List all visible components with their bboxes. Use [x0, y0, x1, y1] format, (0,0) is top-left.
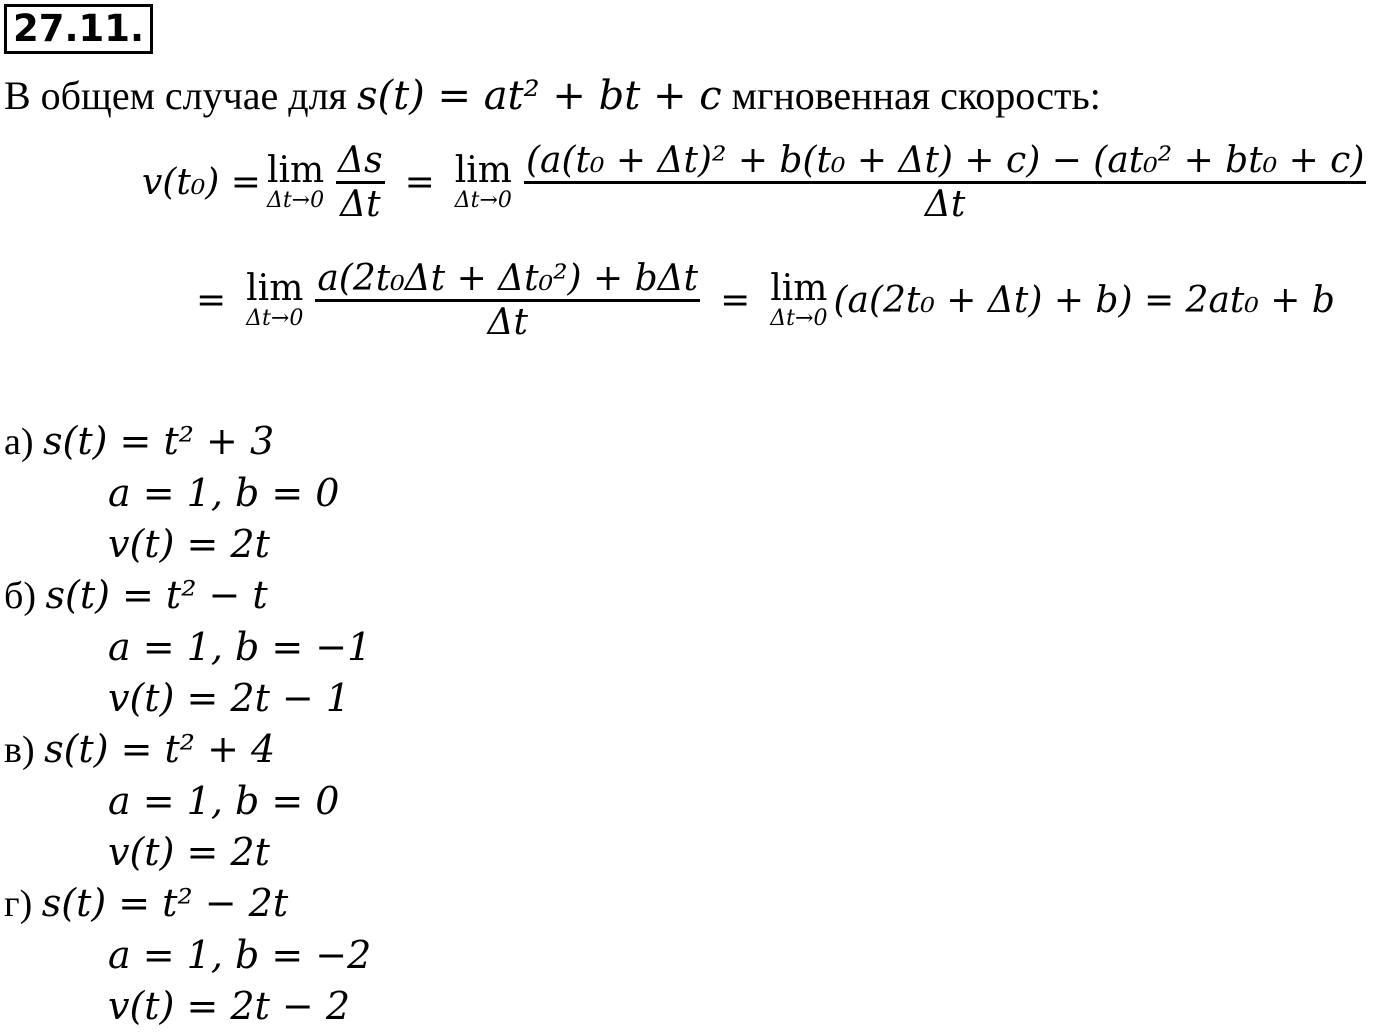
fraction-denominator: Δt	[487, 302, 528, 344]
answer-item-b	[4, 570, 371, 724]
item-velocity: v(t) = 2t	[108, 522, 270, 566]
fraction-numerator: (a(t₀ + Δt)² + b(t₀ + Δt) + c) − (at₀² + bt₀ + c)	[525, 140, 1365, 181]
limit-2	[454, 149, 512, 213]
item-label: а)	[4, 421, 34, 463]
lim-word: lim	[266, 149, 325, 191]
fraction-denominator: Δt	[340, 184, 381, 226]
v-t0-label: v(t₀) =	[142, 162, 261, 204]
intro-prefix: В общем случае для	[4, 73, 347, 118]
fraction-numerator: a(2t₀Δt + Δt₀²) + bΔt	[317, 258, 699, 299]
item-s-formula: s(t) = t² − t	[45, 573, 268, 617]
derivation-line-2: = lim Δt→0 $\frac{\text{a(2t₀Δt + Δt₀²) + bΔt}}{\Delta t}$ = lim Δt→0 (a(2t₀ + Δt) + b) = 2at₀ + b	[196, 258, 1335, 344]
item-s-formula: s(t) = t² − 2t	[41, 881, 289, 925]
lim-subscript: Δt→0	[770, 305, 828, 331]
fraction-simplified	[315, 258, 700, 344]
fraction-numerator: Δs	[338, 140, 383, 181]
item-coefficients: a = 1, b = 0	[108, 471, 340, 515]
problem-number: 27.11.	[4, 4, 153, 54]
item-coefficients: a = 1, b = 0	[108, 779, 340, 823]
derivation-line-1: v(t₀) = lim Δt→0 $\frac{\Delta s}{\Delta t}$ = lim Δt→0 $\frac{\text{(a(t₀ + Δt)² + b(t₀ + Δt) + c) − (at₀² + bt₀ + c)}}{\Delta t}$	[142, 140, 1365, 226]
answer-item-a	[4, 416, 340, 570]
item-label: в)	[4, 729, 35, 771]
fraction-ds-dt	[336, 140, 384, 226]
lim-word: lim	[454, 149, 512, 191]
limit-4	[770, 267, 828, 331]
item-coefficients: a = 1, b = −2	[108, 933, 372, 977]
item-velocity: v(t) = 2t	[108, 830, 270, 874]
item-velocity: v(t) = 2t − 2	[108, 984, 351, 1028]
lim-word: lim	[246, 267, 304, 309]
intro-line	[4, 72, 1101, 120]
lim-subscript: Δt→0	[246, 305, 304, 331]
limit-3	[246, 267, 304, 331]
lim-subscript: Δt→0	[454, 187, 512, 213]
answer-item-d	[4, 878, 371, 1032]
item-label: б)	[4, 575, 36, 617]
fraction-expanded	[524, 140, 1366, 226]
item-label: г)	[4, 883, 33, 925]
lim-subscript: Δt→0	[266, 187, 325, 213]
item-s-formula: s(t) = t² + 4	[44, 727, 276, 771]
item-coefficients: a = 1, b = −1	[108, 625, 372, 669]
lim-word: lim	[770, 267, 828, 309]
fraction-denominator: Δt	[924, 184, 966, 226]
limit-1	[266, 149, 325, 213]
item-velocity: v(t) = 2t − 1	[108, 676, 351, 720]
intro-formula: s(t) = at² + bt + c	[356, 73, 722, 119]
answer-item-c	[4, 724, 340, 878]
intro-suffix: мгновенная скорость:	[731, 73, 1101, 118]
derivation-result: (a(2t₀ + Δt) + b) = 2at₀ + b	[833, 280, 1335, 322]
item-s-formula: s(t) = t² + 3	[43, 419, 275, 463]
